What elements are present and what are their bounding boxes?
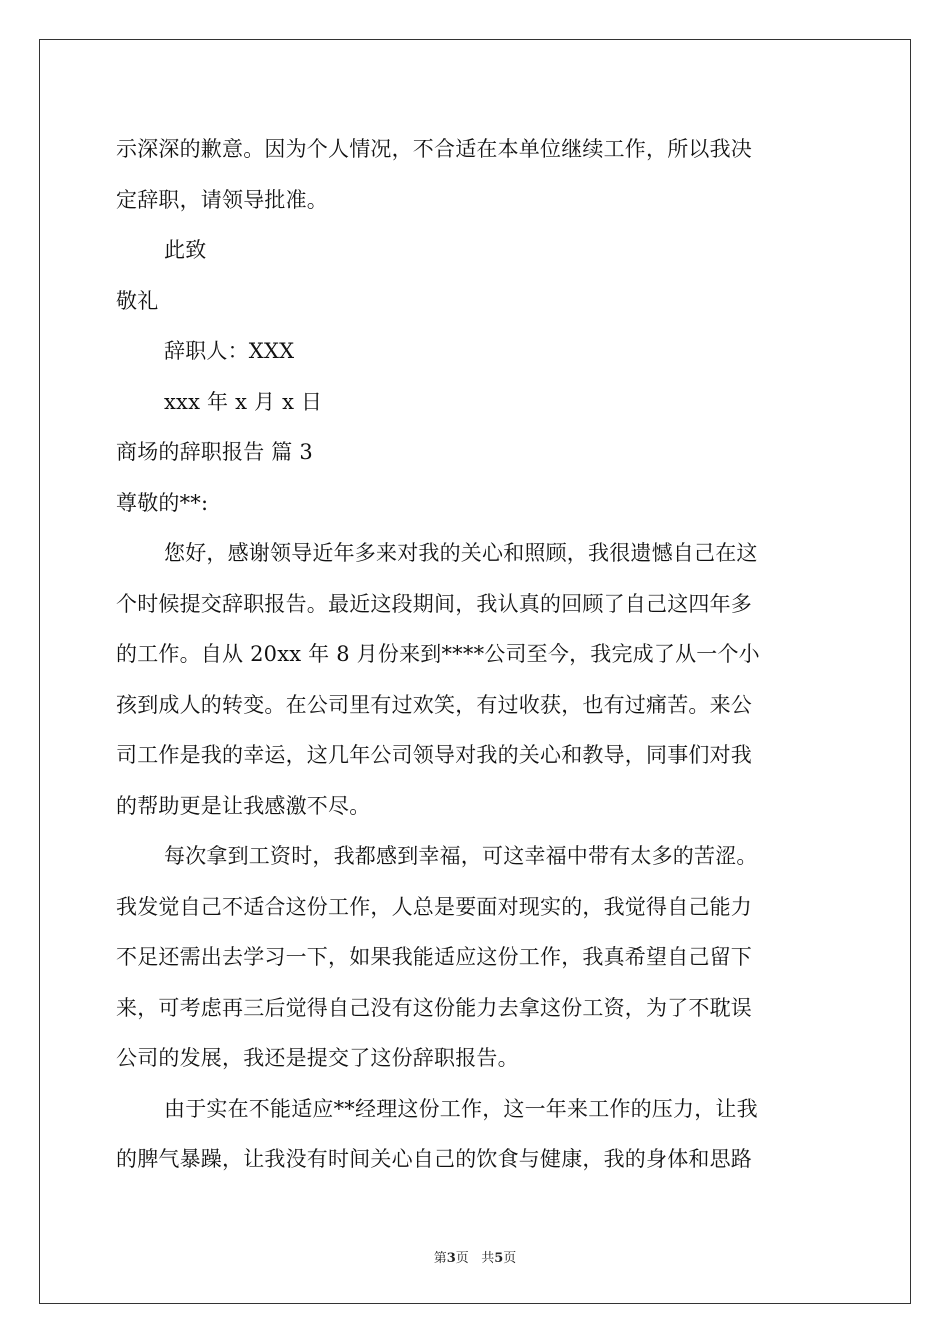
text-line: 个时候提交辞职报告。最近这段期间，我认真的回顾了自己这四年多 (116, 591, 752, 616)
text-line: 每次拿到工资时，我都感到幸福，可这幸福中带有太多的苦涩。 (164, 844, 758, 868)
total-pages: 5 (494, 1251, 504, 1266)
text-line: 孩到成人的转变。在公司里有过欢笑，有过收获，也有过痛苦。来公 (116, 692, 752, 717)
page-prefix: 第 (433, 1251, 447, 1266)
text-line: 公司的发展，我还是提交了这份辞职报告。 (116, 1046, 519, 1070)
text-line: 您好，感谢领导近年多来对我的关心和照顾，我很遗憾自己在这 (164, 541, 758, 565)
text-line: 不足还需出去学习一下，如果我能适应这份工作，我真希望自己留下 (116, 945, 752, 969)
text-line: 此致 (164, 238, 207, 262)
page-number: 3 (446, 1251, 456, 1266)
text-line: 示深深的歉意。因为个人情况，不合适在本单位继续工作，所以我决 (116, 137, 752, 161)
text-line: 的工作。自从 20xx 年 8 月份来到****公司至今，我完成了从一个小 (116, 642, 760, 666)
page-suffix: 页 (455, 1251, 469, 1266)
text-line: 商场的辞职报告 篇 3 (116, 440, 313, 464)
text-line: 的帮助更是让我感激不尽。 (116, 793, 371, 818)
text-line: 我发觉自己不适合这份工作，人总是要面对现实的，我觉得自己能力 (116, 894, 752, 919)
text-line: 敬礼 (116, 288, 159, 313)
text-line: 定辞职，请领导批准。 (116, 187, 328, 212)
text-line: 来，可考虑再三后觉得自己没有这份能力去拿这份工资，为了不耽误 (116, 995, 752, 1020)
text-line: 由于实在不能适应**经理这份工作，这一年来工作的压力，让我 (164, 1096, 758, 1121)
page-footer (0, 1247, 950, 1266)
document-body (116, 124, 836, 1185)
text-line: 尊敬的**: (116, 490, 209, 515)
total-suffix: 页 (503, 1251, 517, 1266)
total-prefix: 共 (481, 1251, 495, 1266)
text-line: 辞职人：XXX (164, 339, 295, 363)
text-line: xxx 年 x 月 x 日 (164, 389, 323, 414)
text-line: 的脾气暴躁，让我没有时间关心自己的饮食与健康，我的身体和思路 (116, 1147, 752, 1171)
text-line: 司工作是我的幸运，这几年公司领导对我的关心和教导，同事们对我 (116, 743, 752, 767)
